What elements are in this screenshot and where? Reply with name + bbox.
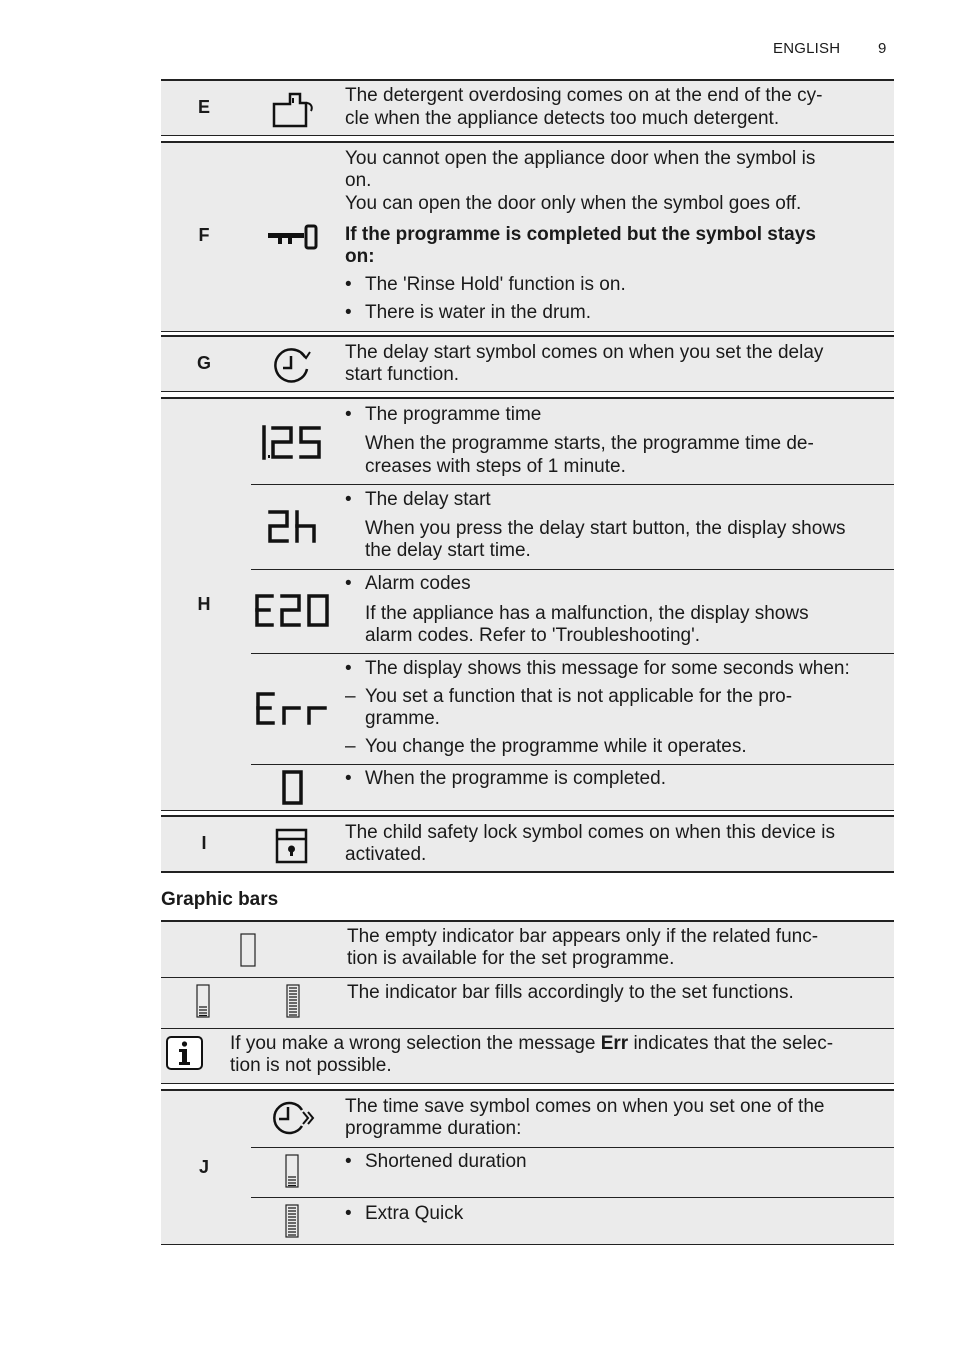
bullet-text: Alarm codes: [365, 573, 471, 594]
dash-text: You change the programme while it operates.: [365, 736, 747, 757]
bullet-text: There is water in the drum.: [365, 302, 591, 323]
row-i-text-2: activated.: [345, 844, 427, 865]
graphic-bars-row2-text: The indicator bar fills accordingly to the set functions.: [347, 982, 794, 1003]
row-f-line-1: You cannot open the appliance door when the symbol is: [345, 148, 816, 169]
row-letter: I: [201, 833, 207, 853]
row-f-line-2: on.: [345, 170, 372, 191]
row-g-text-2: start function.: [345, 364, 460, 385]
bullet-marker: •: [345, 658, 352, 679]
info-note-line-1: [230, 1033, 833, 1055]
graphic-bars-table: [161, 920, 894, 1029]
bullet-text: Shortened duration: [365, 1151, 527, 1172]
display-alarm-e20-icon: [254, 593, 332, 629]
row-i: [161, 815, 894, 873]
empty-indicator-bar-icon: [239, 932, 257, 968]
h-sub2-text-2: the delay start time.: [365, 540, 531, 561]
delay-start-clock-icon: [271, 345, 313, 387]
h-sub1-text-1: When the programme starts, the programme time de-: [365, 433, 814, 454]
row-g: [161, 335, 894, 392]
shortened-duration-bar-icon: [284, 1153, 300, 1189]
row-letter: H: [197, 594, 211, 614]
extra-quick-bar-icon: [284, 1203, 300, 1239]
info-note-line-2: tion is not possible.: [230, 1055, 392, 1076]
bullet-marker: •: [345, 768, 352, 789]
bullet-text: The programme time: [365, 404, 542, 425]
row-f: [161, 141, 894, 332]
info-note-err: Err: [600, 1033, 629, 1054]
graphic-bars-row1-text-1: The empty indicator bar appears only if the related func-: [347, 926, 819, 947]
row-j: [161, 1089, 894, 1245]
bullet-marker: •: [345, 1203, 352, 1224]
row-j-text-1: The time save symbol comes on when you set one of the: [345, 1096, 825, 1117]
bullet-text: The display shows this message for some seconds when:: [365, 658, 850, 679]
partial-indicator-bar-icon: [195, 983, 211, 1019]
row-letter: F: [198, 225, 210, 245]
divider: [251, 1197, 894, 1198]
header-language: ENGLISH: [773, 40, 841, 57]
info-icon: [165, 1035, 205, 1071]
row-letter: E: [197, 97, 210, 117]
row-e: [161, 79, 894, 136]
h-sub4-dash-1-cont: gramme.: [365, 708, 440, 729]
dash-marker: –: [345, 736, 356, 757]
info-note-post: indicates that the selec-: [628, 1033, 834, 1054]
door-lock-key-icon: [266, 223, 320, 251]
graphic-bars-row1-text-2: tion is available for the set programme.: [347, 948, 675, 969]
divider: [251, 764, 894, 765]
row-letter: G: [196, 353, 211, 373]
divider: [251, 653, 894, 654]
display-err-icon: [255, 691, 331, 727]
dash-text: You set a function that is not applicable for the pro-: [365, 686, 793, 707]
divider: [251, 1147, 894, 1148]
detergent-overdose-icon: [269, 89, 315, 129]
info-note: [161, 1028, 894, 1084]
h-sub1-text-2: creases with steps of 1 minute.: [365, 456, 626, 477]
row-j-text-2: programme duration:: [345, 1118, 522, 1139]
row-h: [161, 397, 894, 811]
row-f-bold-2: on:: [345, 246, 375, 267]
full-indicator-bar-icon: [285, 983, 301, 1019]
bullet-marker: •: [345, 302, 352, 323]
info-note-pre: If you make a wrong selection the message: [230, 1033, 601, 1054]
h-sub3-text-1: If the appliance has a malfunction, the display shows: [365, 603, 809, 624]
divider: [251, 484, 894, 485]
bullet-marker: •: [345, 274, 352, 295]
bullet-marker: •: [345, 489, 352, 510]
bullet-text: Extra Quick: [365, 1203, 464, 1224]
row-f-bold-1: If the programme is completed but the symbol stays: [345, 224, 816, 245]
divider: [251, 569, 894, 570]
child-lock-icon: [274, 827, 310, 865]
section-title-graphic-bars: Graphic bars: [161, 889, 279, 910]
bullet-text: When the programme is completed.: [365, 768, 666, 789]
row-letter: J: [198, 1157, 209, 1177]
bullet-marker: •: [345, 573, 352, 594]
h-sub2-text-1: When you press the delay start button, the display shows: [365, 518, 846, 539]
time-save-icon: [271, 1100, 317, 1138]
bullet-marker: •: [345, 404, 352, 425]
row-e-text-2: cle when the appliance detects too much detergent.: [345, 108, 780, 129]
divider: [161, 977, 894, 978]
dash-marker: –: [345, 686, 356, 707]
bullet-text: The 'Rinse Hold' function is on.: [365, 274, 626, 295]
row-g-text-1: The delay start symbol comes on when you set the delay: [345, 342, 824, 363]
row-i-text-1: The child safety lock symbol comes on when this device is: [345, 822, 835, 843]
display-delay-2h-icon: [267, 509, 319, 545]
row-f-line-3: You can open the door only when the symbol goes off.: [345, 193, 802, 214]
row-e-text-1: The detergent overdosing comes on at the end of the cy-: [345, 85, 823, 106]
bullet-text: The delay start: [365, 489, 491, 510]
display-time-125-icon: [261, 425, 325, 461]
bullet-marker: •: [345, 1151, 352, 1172]
display-zero-icon: [281, 769, 305, 807]
page-number: 9: [878, 40, 887, 57]
h-sub3-text-2: alarm codes. Refer to 'Troubleshooting'.: [365, 625, 700, 646]
